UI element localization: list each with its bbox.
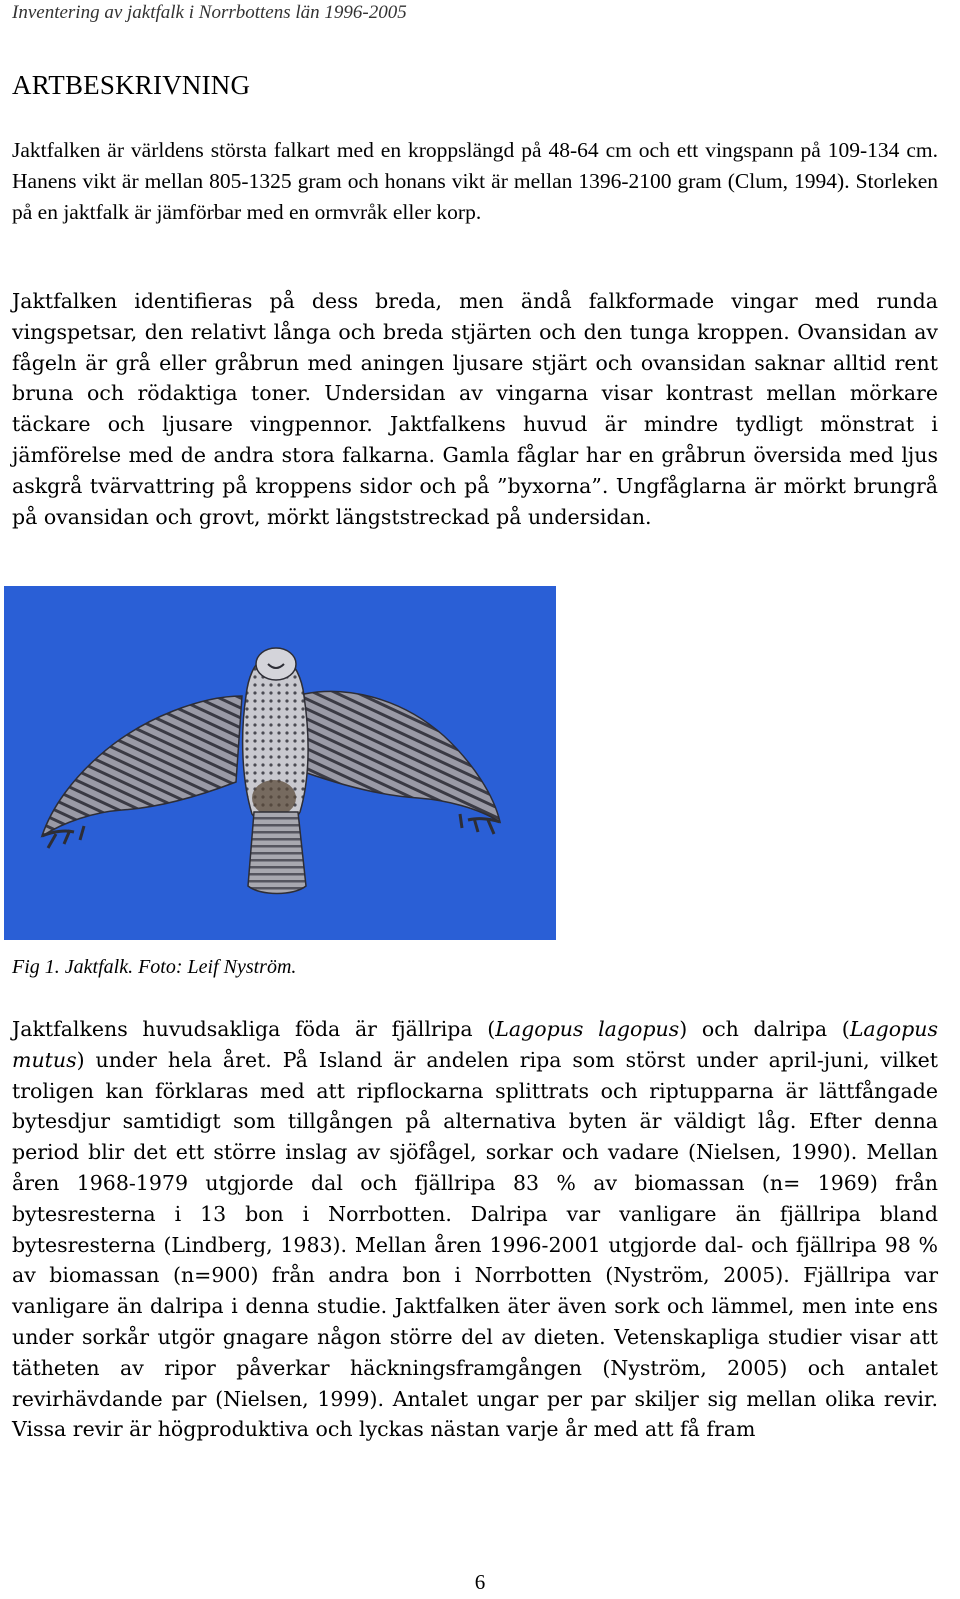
running-header: Inventering av jaktfalk i Norrbottens län 1996-2005 (12, 2, 407, 23)
paragraph-diet (12, 1014, 938, 1445)
section-title: ARTBESKRIVNING (12, 70, 251, 100)
falcon-illustration (4, 586, 556, 940)
page-number: 6 (474, 1570, 486, 1594)
figure-caption: Fig 1. Jaktfalk. Foto: Leif Nyström. (12, 956, 297, 978)
species-name-2: Lagopus mutus (12, 1017, 938, 1072)
diet-text-c: ) under hela året. På Island är andelen ripa som störst under april-juni, vilket troligen kan förklaras med att ripflockarna splittrats och riptupparna är lättfångade bytesdjur samtidigt som tillgången på alternativa byten är väldigt låg. Efter denna period blir det ett större inslag av sjöfågel, sorkar och vadare (Nielsen, 1990). Mellan åren 1968-1979 utgjorde dal och fjällripa 83 % av biomassan (n= 1969) från bytesresterna i 13 bon i Norrbotten. Dalripa var vanligare än fjällripa bland bytesresterna (Lindberg, 1983). Mellan åren 1996-2001 utgjorde dal- och fjällripa 98 % av biomassan (n=900) från andra bon i Norrbotten (Nyström, 2005). Fjällripa var vanligare än dalripa i denna studie. Jaktfalken äter även sork och lämmel, men inte ens under sorkår utgör gnagare någon större del av dieten. Vetenskapliga studier visar att tätheten av ripor påverkar häckningsframgången (Nyström, 2005) och antalet revirhävdande par (Nielsen, 1999). Antalet ungar per par skiljer sig mellan olika revir. Vissa revir är högproduktiva och lyckas nästan varje år med att få fram (12, 1047, 938, 1442)
diet-text-a: Jaktfalkens huvudsakliga föda är fjällripa ( (12, 1017, 496, 1041)
diet-text-b: ) och dalripa ( (679, 1017, 850, 1041)
paragraph-size: Jaktfalken är världens största falkart med en kroppslängd på 48-64 cm och ett vingspann på 109-134 cm. Hanens vikt är mellan 805-1325 gram och honans vikt är mellan 1396-2100 gram (Clum, 1994). Storleken på en jaktfalk är jämförbar med en ormvråk eller korp. (12, 138, 938, 224)
paragraph-identification: Jaktfalken identifieras på dess breda, men ändå falkformade vingar med runda vingspetsar, den relativt långa och breda stjärten och den tunga kroppen. Ovansidan av fågeln är grå eller gråbrun med aningen ljusare stjärt och ovansidan saknar alltid rent bruna och rödaktiga toner. Undersidan av vingarna visar kontrast mellan mörkare täckare och ljusare vingpennor. Jaktfalkens huvud är mindre tydligt mönstrat i jämförelse med de andra stora falkarna. Gamla fåglar har en gråbrun översida med ljus askgrå tvärvattring på kroppens sidor och på ”byxorna”. Ungfåglarna är mörkt brungrå på ovansidan och grovt, mörkt längststreckad på undersidan. (12, 289, 938, 529)
species-name-1: Lagopus lagopus (495, 1017, 680, 1041)
falcon-photo (4, 586, 556, 940)
